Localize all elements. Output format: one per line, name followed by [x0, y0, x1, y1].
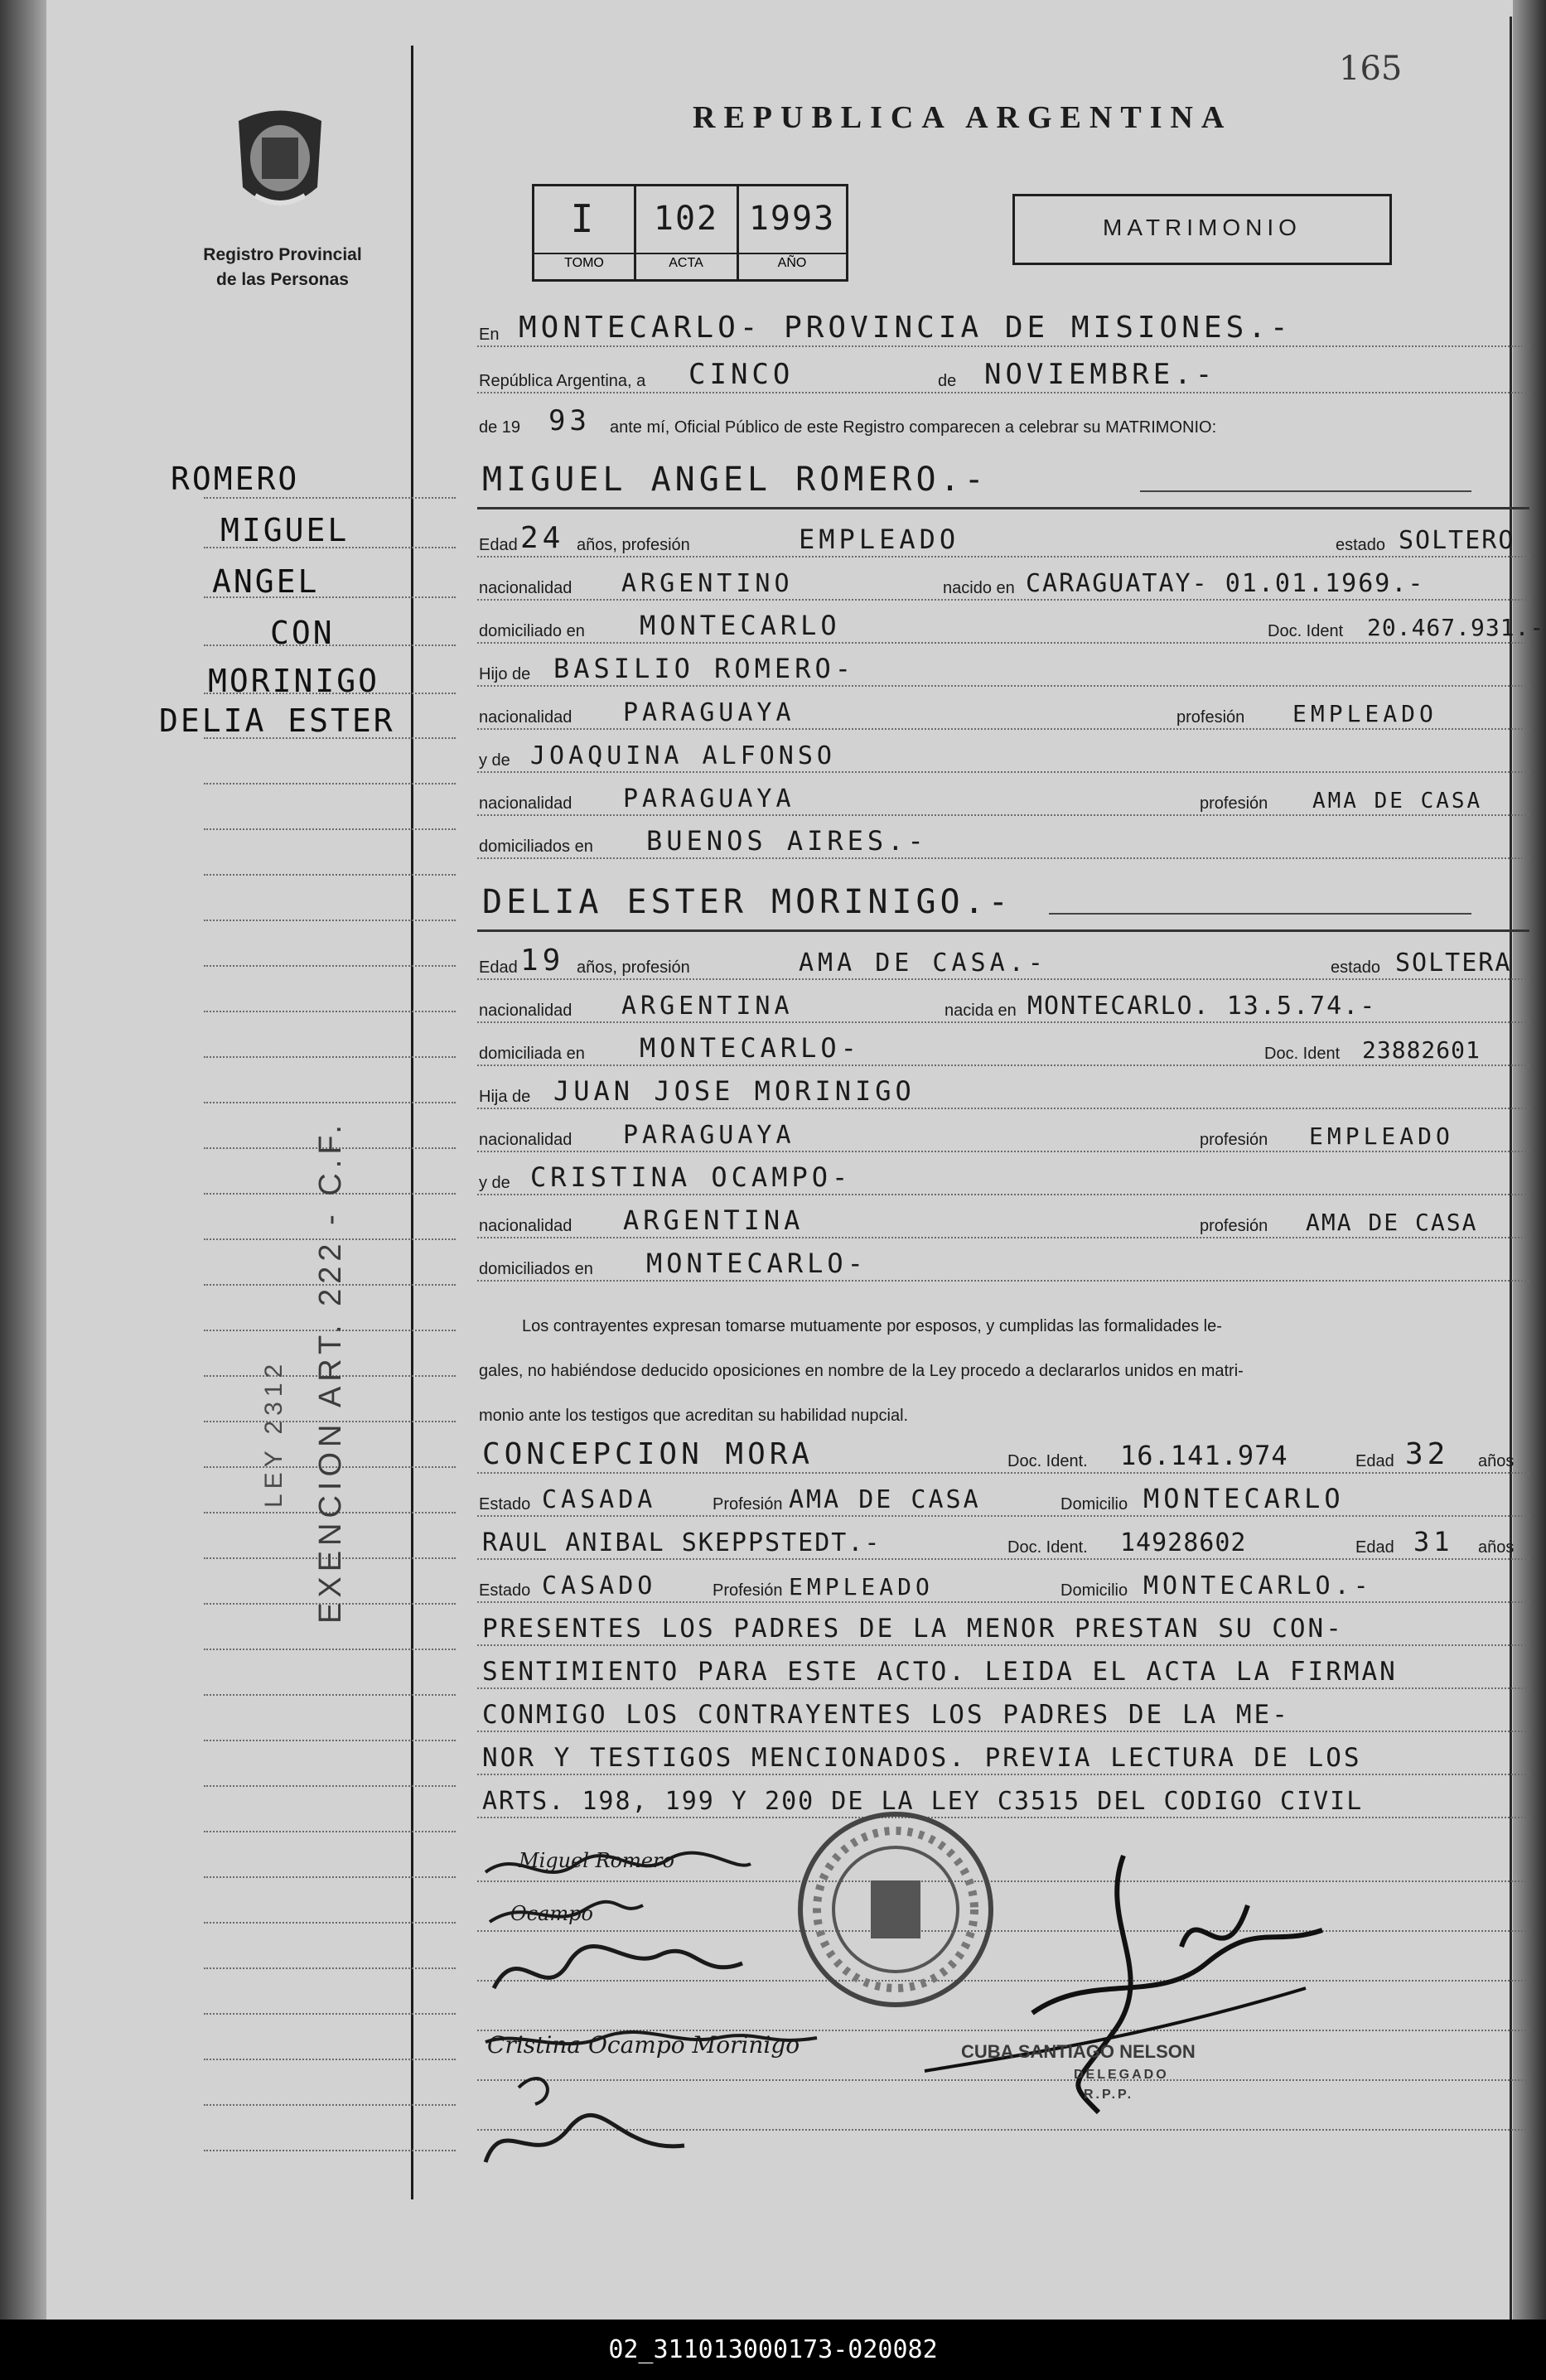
groom-nationality: ARGENTINO — [621, 569, 794, 598]
groom-mother: JOAQUINA ALFONSO — [530, 741, 836, 770]
reference-box — [532, 184, 848, 282]
bride-name: DELIA ESTER MORINIGO.- — [482, 883, 1012, 921]
bride-mother-nationality: ARGENTINA — [623, 1204, 804, 1236]
bride-father: JUAN JOSE MORINIGO — [553, 1075, 916, 1107]
country-title: REPUBLICA ARGENTINA — [693, 100, 1233, 135]
groom-domicile-row: domiciliado en MONTECARLO Doc. Ident 20.467.931.- — [477, 603, 1529, 646]
page-number: 165 — [1339, 50, 1403, 88]
bride-father-profession: EMPLEADO — [1309, 1122, 1454, 1150]
signed-name-2: Ocampo — [510, 1902, 593, 1925]
registry-name-line2: de las Personas — [216, 270, 349, 289]
bride-profession: AMA DE CASA.- — [799, 949, 1047, 978]
groom-parents-domicile: BUENOS AIRES.- — [646, 825, 928, 857]
bride-domicile-row: domiciliada en MONTECARLO- Doc. Ident 23882601 — [477, 1026, 1529, 1069]
document-page — [46, 0, 1545, 2320]
notes-line-3: CONMIGO LOS CONTRAYENTES LOS PADRES DE LA ME- — [477, 1692, 1529, 1735]
groom-domicile: MONTECARLO — [640, 610, 841, 641]
witness2-profession: EMPLEADO — [789, 1573, 934, 1600]
bride-mother-profession: AMA DE CASA — [1306, 1209, 1478, 1236]
witness1-name: CONCEPCION MORA — [482, 1437, 814, 1471]
groom-mother-row: y de JOAQUINA ALFONSO — [477, 732, 1529, 775]
anio-value: 1993 — [748, 200, 836, 238]
doc-type-box — [1012, 194, 1392, 265]
acta-value: 102 — [653, 200, 719, 238]
margin-bride-surname: MORINIGO — [208, 663, 380, 699]
bride-father-nationality: PARAGUAYA — [623, 1121, 795, 1150]
bride-nationality-row: nacionalidad ARGENTINA nacida en MONTECARLO. 13.5.74.- — [477, 982, 1529, 1026]
bride-age-row: Edad 19 años, profesión AMA DE CASA.- estado SOLTERA — [477, 939, 1529, 982]
doc-type-label: MATRIMONIO — [1103, 215, 1302, 240]
book-binding — [0, 0, 46, 2320]
witness2-row: RAUL ANIBAL SKEPPSTEDT.- Doc. Ident. 14928602 Edad 31 años — [477, 1519, 1529, 1562]
bride-name-row — [477, 876, 1529, 926]
groom-father-nationality: PARAGUAYA — [623, 698, 795, 727]
margin-con: CON — [270, 615, 335, 651]
bride-mother-nat-row: nacionalidad ARGENTINA profesión AMA DE CASA — [477, 1198, 1529, 1241]
bride-domicile: MONTECARLO- — [640, 1032, 861, 1064]
anio-label: AÑO — [777, 256, 807, 270]
groom-mother-nationality: PARAGUAYA — [623, 784, 795, 813]
groom-name-row — [477, 454, 1529, 504]
margin-first-name: MIGUEL — [220, 512, 350, 548]
margin-bride-names: DELIA ESTER — [159, 702, 395, 739]
groom-father-row: Hijo de BASILIO ROMERO- — [477, 646, 1529, 689]
officer-name: CUBA SANTIAGO NELSON — [961, 2041, 1196, 2062]
signed-name-3: Cristina Ocampo Morinigo — [487, 2031, 800, 2059]
groom-status: SOLTERO — [1399, 526, 1515, 555]
witness2-details-row: Estado CASADO Profesión EMPLEADO Domicilio MONTECARLO.- — [477, 1562, 1529, 1605]
witness1-details-row: Estado CASADA Profesión AMA DE CASA Domicilio MONTECARLO — [477, 1476, 1529, 1519]
bride-age: 19 — [520, 944, 565, 978]
groom-age: 24 — [520, 521, 565, 555]
notes-line-5: ARTS. 198, 199 Y 200 DE LA LEY C3515 DEL CODIGO CIVIL — [477, 1778, 1529, 1821]
groom-age-row: Edad 24 años, profesión EMPLEADO estado SOLTERO — [477, 517, 1529, 560]
bride-parents-domicile-row: domiciliados en MONTECARLO- — [477, 1241, 1529, 1284]
bride-nationality: ARGENTINA — [621, 992, 794, 1021]
groom-profession: EMPLEADO — [799, 524, 960, 555]
signed-name-1: Miguel Romero — [519, 1849, 674, 1872]
intro-place-row: En MONTECARLO- PROVINCIA DE MISIONES.- — [477, 307, 1529, 350]
witness1-doc: 16.141.974 — [1120, 1440, 1288, 1471]
officer-title: DELEGADO — [1074, 2068, 1169, 2082]
coat-of-arms-icon — [230, 104, 330, 220]
groom-name: MIGUEL ANGEL ROMERO.- — [482, 461, 988, 499]
day-value: CINCO — [688, 358, 795, 391]
notes-line-2: SENTIMIENTO PARA ESTE ACTO. LEIDA EL ACTA LA FIRMAN — [477, 1649, 1529, 1692]
margin-surname: ROMERO — [171, 461, 300, 497]
notes-line-4: NOR Y TESTIGOS MENCIONADOS. PREVIA LECTURA DE LOS — [477, 1735, 1529, 1778]
exemption-stamp: EXENCION ART. 222 - C.F. — [313, 1120, 348, 1624]
groom-father: BASILIO ROMERO- — [553, 653, 855, 684]
witness2-age: 31 — [1413, 1526, 1454, 1557]
witness2-domicile: MONTECARLO.- — [1143, 1571, 1373, 1600]
witness1-profession: AMA DE CASA — [789, 1485, 981, 1514]
clause-line-1: Los contrayentes expresan tomarse mutuamente por esposos, y cumplidas las formalidades le- — [522, 1317, 1222, 1335]
bride-status: SOLTERA — [1395, 949, 1512, 978]
witness2-status: CASADO — [542, 1571, 657, 1600]
year-value: 93 — [548, 404, 591, 437]
bride-parents-domicile: MONTECARLO- — [646, 1248, 867, 1279]
bride-father-row: Hija de JUAN JOSE MORINIGO — [477, 1069, 1529, 1112]
notes-line-1: PRESENTES LOS PADRES DE LA MENOR PRESTAN SU CON- — [477, 1605, 1529, 1649]
groom-birthplace: CARAGUATAY- 01.01.1969.- — [1026, 569, 1425, 598]
witness1-row: CONCEPCION MORA Doc. Ident. 16.141.974 Edad 32 años — [477, 1433, 1529, 1476]
groom-mother-profession: AMA DE CASA — [1312, 789, 1483, 813]
intro-date-row: República Argentina, a CINCO de NOVIEMBRE.- — [477, 353, 1529, 396]
groom-father-nat-row: nacionalidad PARAGUAYA profesión EMPLEADO — [477, 689, 1529, 732]
groom-mother-nat-row: nacionalidad PARAGUAYA profesión AMA DE CASA — [477, 775, 1529, 818]
bride-father-nat-row: nacionalidad PARAGUAYA profesión EMPLEADO — [477, 1112, 1529, 1155]
bride-doc: 23882601 — [1362, 1036, 1481, 1064]
witness1-domicile: MONTECARLO — [1143, 1483, 1345, 1514]
month-value: NOVIEMBRE.- — [984, 358, 1217, 391]
registry-name-line1: Registro Provincial — [203, 245, 362, 264]
place-value: MONTECARLO- PROVINCIA DE MISIONES.- — [519, 311, 1292, 345]
law-stamp: LEY 2312 — [260, 1359, 287, 1508]
tomo-value: I — [570, 196, 598, 241]
clause-line-2: gales, no habiéndose deducido oposiciones en nombre de la Ley procedo a declararlos unidos en matri- — [479, 1362, 1244, 1380]
witness2-doc: 14928602 — [1120, 1528, 1247, 1557]
clause-line-3: monio ante los testigos que acreditan su habilidad nupcial. — [479, 1407, 909, 1425]
margin-second-name: ANGEL — [212, 563, 320, 600]
bride-birthplace: MONTECARLO. 13.5.74.- — [1027, 992, 1377, 1021]
tomo-label: TOMO — [564, 256, 604, 270]
officer-org: R.P.P. — [1084, 2088, 1134, 2102]
intro-year-row: de 19 93 ante mí, Oficial Público de este Registro comparecen a celebrar su MATRIMONIO: — [479, 404, 1217, 437]
acta-label: ACTA — [669, 256, 703, 270]
footer-id: 02_311013000173-020082 — [0, 2320, 1546, 2380]
bride-mother-row: y de CRISTINA OCAMPO- — [477, 1155, 1529, 1198]
witness2-name: RAUL ANIBAL SKEPPSTEDT.- — [482, 1528, 882, 1557]
witness1-age: 32 — [1405, 1437, 1450, 1471]
witness1-status: CASADA — [542, 1485, 657, 1514]
groom-nationality-row: nacionalidad ARGENTINO nacido en CARAGUATAY- 01.01.1969.- — [477, 560, 1529, 603]
bride-mother: CRISTINA OCAMPO- — [530, 1161, 853, 1193]
groom-parents-domicile-row: domiciliados en BUENOS AIRES.- — [477, 818, 1529, 862]
groom-father-profession: EMPLEADO — [1292, 700, 1437, 727]
groom-doc: 20.467.931.- — [1367, 614, 1545, 641]
